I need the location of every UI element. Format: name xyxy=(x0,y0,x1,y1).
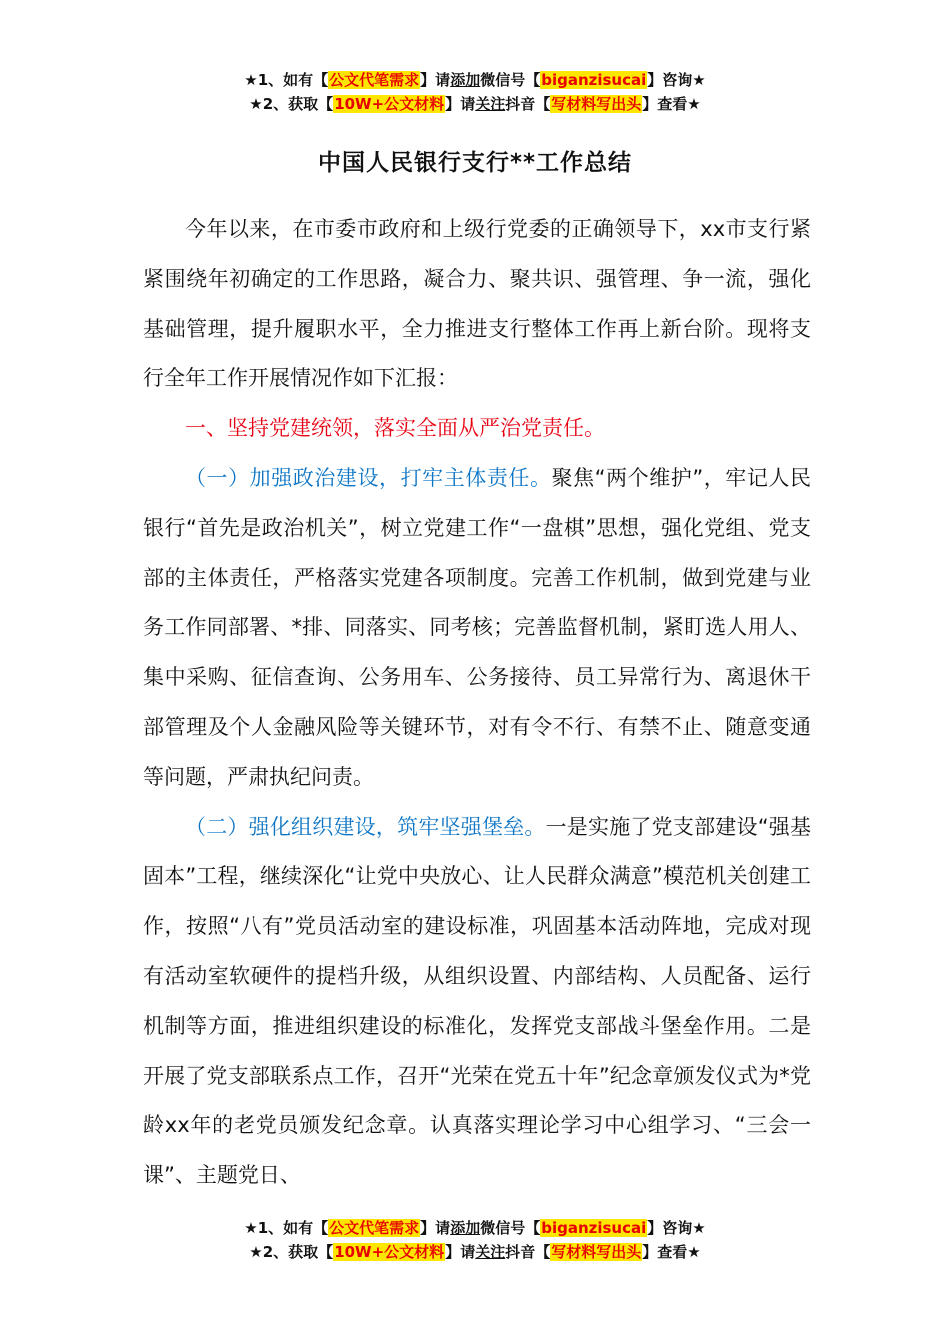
promo-highlight: 10W+公文材料 xyxy=(334,1243,445,1261)
document-body xyxy=(143,205,811,1201)
promo-text: ★2、获取【 xyxy=(249,95,334,113)
paragraph-1 xyxy=(143,454,811,803)
promo-banner-top xyxy=(0,68,950,116)
promo-text: 】咨询★ xyxy=(647,1219,706,1237)
promo-line-2 xyxy=(0,1240,950,1264)
subsection-heading: （二）强化组织建设，筑牢坚强堡垒。 xyxy=(185,814,546,839)
promo-highlight: 写材料写出头 xyxy=(551,1243,642,1261)
section-heading: 一、坚持党建统领，落实全面从严治党责任。 xyxy=(185,416,605,441)
document-title: 中国人民银行支行**工作总结 xyxy=(317,150,633,176)
promo-text: 】查看★ xyxy=(642,1243,701,1261)
subsection-heading: （一）加强政治建设，打牢主体责任。 xyxy=(185,465,552,490)
promo-text: ★1、如有【 xyxy=(244,71,329,89)
promo-highlight: biganzisucai xyxy=(541,71,647,89)
promo-text: 】请 xyxy=(445,95,476,113)
promo-text: 】请 xyxy=(420,71,451,89)
promo-underlined: 关注 xyxy=(475,95,506,113)
paragraph-text: 聚焦“两个维护”，牢记人民银行“首先是政治机关”，树立党建工作“一盘棋”思想，强化党组、党支部的主体责任，严格落实党建各项制度。完善工作机制，做到党建与业务工作同部署、*排、同落实、同考核；完善监督机制，紧盯选人用人、集中采购、征信查询、公务用车、公务接待、员工异常行为、离退休干部管理及个人金融风险等关键环节，对有令不行、有禁不止、随意变通等问题，严肃执纪问责。 xyxy=(143,465,811,789)
promo-text: 抖音【 xyxy=(505,95,551,113)
promo-line-1 xyxy=(0,68,950,92)
promo-highlight: 公文代笔需求 xyxy=(329,1219,420,1237)
promo-text: ★2、获取【 xyxy=(249,1243,334,1261)
promo-text: 抖音【 xyxy=(505,1243,551,1261)
promo-highlight: 公文代笔需求 xyxy=(329,71,420,89)
promo-text: 】请 xyxy=(420,1219,451,1237)
promo-text: 微信号【 xyxy=(480,71,541,89)
paragraph-text: 一是实施了党支部建设“强基固本”工程，继续深化“让党中央放心、让人民群众满意”模范机关创建工作，按照“八有”党员活动室的建设标准，巩固基本活动阵地，完成对现有活动室软硬件的提档升级，从组织设置、内部结构、人员配备、运行机制等方面，推进组织建设的标准化，发挥党支部战斗堡垒作用。二是开展了党支部联系点工作，召开“光荣在党五十年”纪念章颁发仪式为*党龄xx年的老党员颁发纪念章。认真落实理论学习中心组学习、“三会一课”、主题党日、 xyxy=(143,814,812,1188)
promo-underlined: 关注 xyxy=(475,1243,506,1261)
intro-paragraph: 今年以来，在市委市政府和上级行党委的正确领导下，xx市支行紧紧围绕年初确定的工作思路，凝合力、聚共识、强管理、争一流，强化基础管理，提升履职水平，全力推进支行整体工作再上新台阶。现将支行全年工作开展情况作如下汇报： xyxy=(143,217,811,391)
promo-text: 微信号【 xyxy=(480,1219,541,1237)
promo-text: 】查看★ xyxy=(642,95,701,113)
promo-highlight: 写材料写出头 xyxy=(551,95,642,113)
promo-underlined: 添加 xyxy=(450,1219,481,1237)
promo-underlined: 添加 xyxy=(450,71,481,89)
promo-text: ★1、如有【 xyxy=(244,1219,329,1237)
promo-text: 】咨询★ xyxy=(647,71,706,89)
promo-highlight: biganzisucai xyxy=(541,1219,647,1237)
promo-text: 】请 xyxy=(445,1243,476,1261)
promo-line-1 xyxy=(0,1216,950,1240)
promo-highlight: 10W+公文材料 xyxy=(334,95,445,113)
promo-line-2 xyxy=(0,92,950,116)
promo-banner-bottom xyxy=(0,1216,950,1264)
paragraph-2 xyxy=(143,803,811,1201)
